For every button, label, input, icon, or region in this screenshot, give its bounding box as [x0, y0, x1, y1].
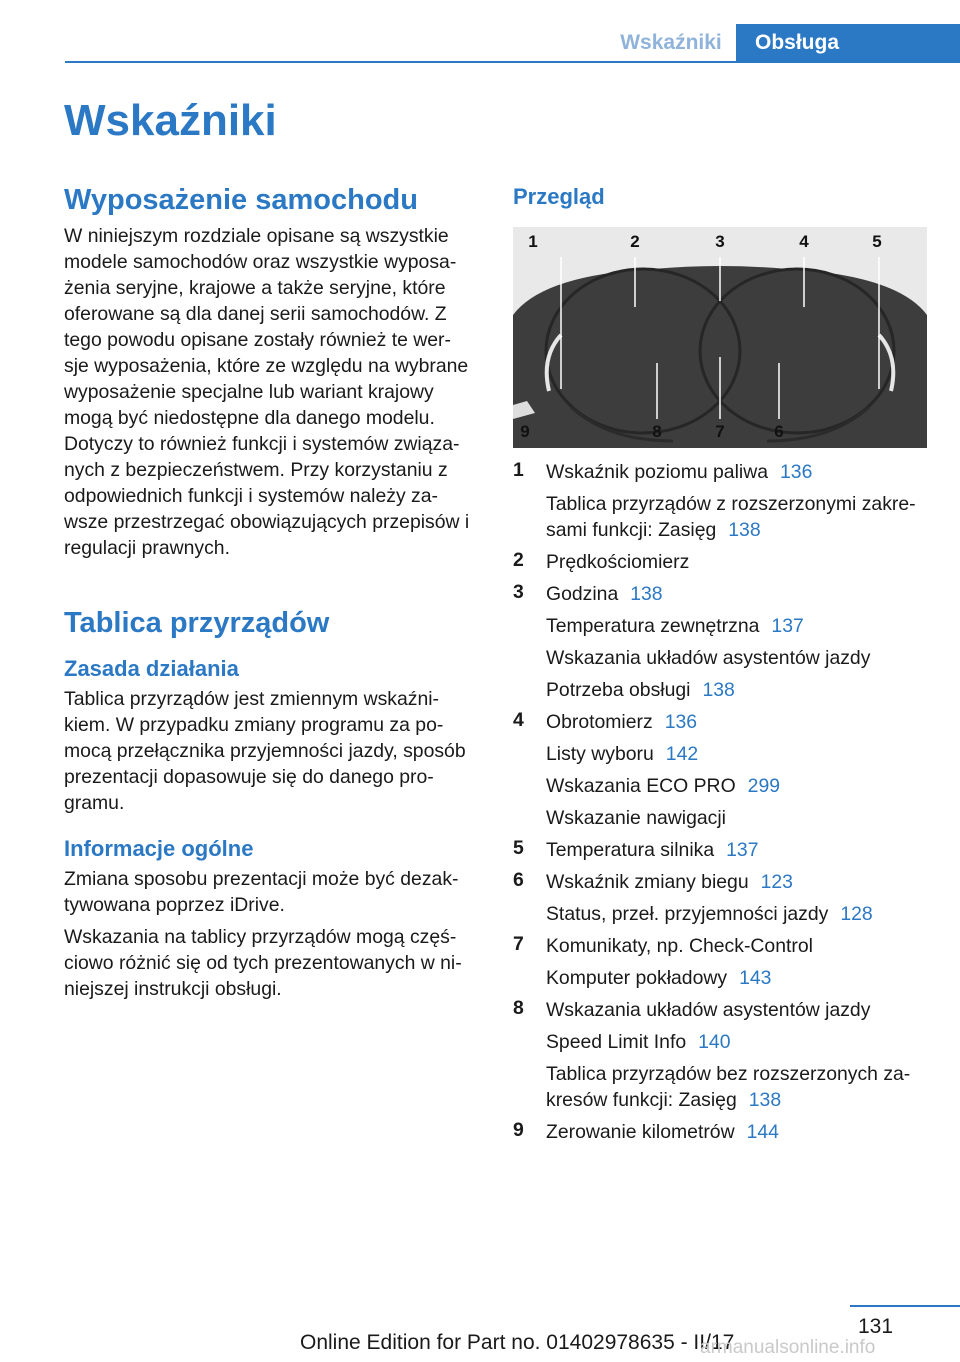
item-number: 9	[513, 1119, 524, 1141]
page-reference-link[interactable]: 143	[739, 967, 772, 989]
item-text: Temperatura zewnętrzna	[546, 615, 760, 637]
list-item	[513, 837, 933, 869]
list-item	[513, 709, 933, 837]
edition-footer: Online Edition for Part no. 01402978635 - II/17	[300, 1331, 735, 1354]
callout-label-4: 4	[799, 232, 809, 251]
item-line	[546, 549, 933, 581]
item-number: 5	[513, 837, 524, 859]
item-line	[546, 741, 933, 773]
page-reference-link[interactable]: 144	[746, 1121, 779, 1143]
item-line	[546, 1061, 933, 1119]
overview-heading: Przegląd	[513, 184, 605, 209]
item-number: 7	[513, 933, 524, 955]
item-line	[546, 645, 933, 677]
page-reference-link[interactable]: 138	[630, 583, 663, 605]
item-line	[546, 459, 933, 491]
callout-label-3: 3	[715, 232, 725, 251]
item-text: Obrotomierz	[546, 711, 653, 733]
item-text: Tablica przyrządów bez rozszerzonych za‐ kresów funkcji: Zasięg	[546, 1063, 911, 1111]
page-reference-link[interactable]: 299	[747, 775, 781, 797]
item-number: 4	[513, 709, 524, 731]
item-text: Status, przeł. przyjemności jazdy	[546, 903, 829, 925]
principle-heading: Zasada działania	[64, 656, 239, 681]
item-line	[546, 773, 933, 805]
page-title: Wskaźniki	[64, 96, 277, 145]
item-line	[546, 491, 933, 549]
item-text: Temperatura silnika	[546, 839, 715, 861]
item-text: Wskazania układów asystentów jazdy	[546, 999, 871, 1021]
general-heading: Informacje ogólne	[64, 836, 254, 861]
page-reference-link[interactable]: 123	[760, 871, 793, 893]
general-text-2: Wskazania na tablicy przyrządów mogą częś‐ ciowo różnić się od tych prezentowanych w ni‐ niejszej instrukcji obsługi.	[64, 926, 462, 1000]
page-reference-link[interactable]: 138	[748, 1089, 782, 1111]
tab-section[interactable]: Wskaźniki	[620, 31, 722, 54]
list-item	[513, 869, 933, 933]
list-item	[513, 997, 933, 1119]
item-text: Speed Limit Info	[546, 1031, 687, 1053]
item-line	[546, 805, 933, 837]
item-number: 8	[513, 997, 524, 1019]
item-text: Wskaźnik zmiany biegu	[546, 871, 749, 893]
item-line	[546, 1119, 933, 1151]
item-text: Potrzeba obsługi	[546, 679, 691, 701]
item-line	[546, 869, 933, 901]
item-number: 2	[513, 549, 524, 571]
item-line	[546, 613, 933, 645]
item-number: 6	[513, 869, 524, 891]
page-reference-link[interactable]: 142	[665, 743, 699, 765]
callout-label-2: 2	[630, 232, 640, 251]
list-item	[513, 933, 933, 997]
footer-rule	[850, 1305, 960, 1307]
item-text: Wskazania układów asystentów jazdy	[546, 647, 871, 669]
item-text: Wskazania ECO PRO	[546, 775, 736, 797]
page-reference-link[interactable]: 137	[771, 615, 804, 637]
equipment-heading: Wyposażenie samochodu	[64, 184, 418, 216]
item-line	[546, 1029, 933, 1061]
item-text: Wskaźnik poziomu paliwa	[546, 461, 768, 483]
page-reference-link[interactable]: 136	[780, 461, 813, 483]
callout-label-6: 6	[774, 422, 784, 441]
list-item	[513, 549, 933, 581]
item-text: Prędkościomierz	[546, 551, 690, 573]
list-item	[513, 1119, 933, 1151]
principle-text: Tablica przyrządów jest zmiennym wskaźni‐ kiem. W przypadku zmiany programu za po‐ mocą przełącznika przyjemności jazdy, sposób prezentacji dopasowuje się do danego pro‐ gramu.	[64, 688, 466, 814]
indicator-list	[513, 459, 933, 1151]
general-text-1: Zmiana sposobu prezentacji może być dezak‐ tywowana poprzez iDrive.	[64, 868, 459, 916]
equipment-text: W niniejszym rozdziale opisane są wszystkie modele samochodów oraz wszystkie wyposa‐ żenia seryjne, krajowe a także seryjne, które oferowane są dla danej serii samochodów. Z tego powodu opisane zostały również te wer‐ sje wyposażenia, które ze względu na wybrane wyposażenie specjalne lub wariant krajowy mogą być niedostępne dla danego modelu. Dotyczy to również funkcji i systemów związa‐ nych z bezpieczeństwem. Przy korzystaniu z odpowiednich funkcji i systemów należy za‐ wsze przestrzegać obowiązujących przepisów i regulacji prawnych.	[64, 225, 470, 559]
item-text: Godzina	[546, 583, 619, 605]
callout-label-7: 7	[715, 422, 725, 441]
callout-label-9: 9	[520, 422, 530, 441]
cluster-heading: Tablica przyrządów	[64, 607, 330, 639]
item-text: Tablica przyrządów z rozszerzonymi zakre‐ sami funkcji: Zasięg	[546, 493, 916, 541]
item-number: 1	[513, 459, 524, 481]
list-item	[513, 581, 933, 709]
page-number: 131	[858, 1315, 894, 1338]
item-text: Komputer pokładowy	[546, 967, 728, 989]
instrument-cluster-figure	[513, 227, 927, 448]
page-reference-link[interactable]: 138	[728, 519, 761, 541]
item-text: Wskazanie nawigacji	[546, 807, 726, 829]
item-text: Zerowanie kilometrów	[546, 1121, 735, 1143]
callout-label-1: 1	[528, 232, 538, 251]
item-line	[546, 933, 933, 965]
item-line	[546, 965, 933, 997]
item-line	[546, 677, 933, 709]
item-text: Komunikaty, np. Check-Control	[546, 935, 813, 957]
item-line	[546, 837, 933, 869]
page-reference-link[interactable]: 136	[664, 711, 698, 733]
left-column	[64, 184, 484, 1002]
page-reference-link[interactable]: 140	[698, 1031, 731, 1053]
item-number: 3	[513, 581, 524, 603]
item-line	[546, 581, 933, 613]
list-item	[513, 459, 933, 549]
item-text: Listy wyboru	[546, 743, 654, 765]
item-line	[546, 997, 933, 1029]
page-reference-link[interactable]: 138	[702, 679, 735, 701]
page-reference-link[interactable]: 137	[726, 839, 759, 861]
item-line	[546, 709, 933, 741]
tab-chapter[interactable]: Obsługa	[736, 24, 960, 62]
callout-label-8: 8	[652, 422, 662, 441]
callout-label-5: 5	[872, 232, 882, 251]
watermark: armanualsonline.info	[700, 1337, 876, 1358]
page-reference-link[interactable]: 128	[840, 903, 873, 925]
item-line	[546, 901, 933, 933]
